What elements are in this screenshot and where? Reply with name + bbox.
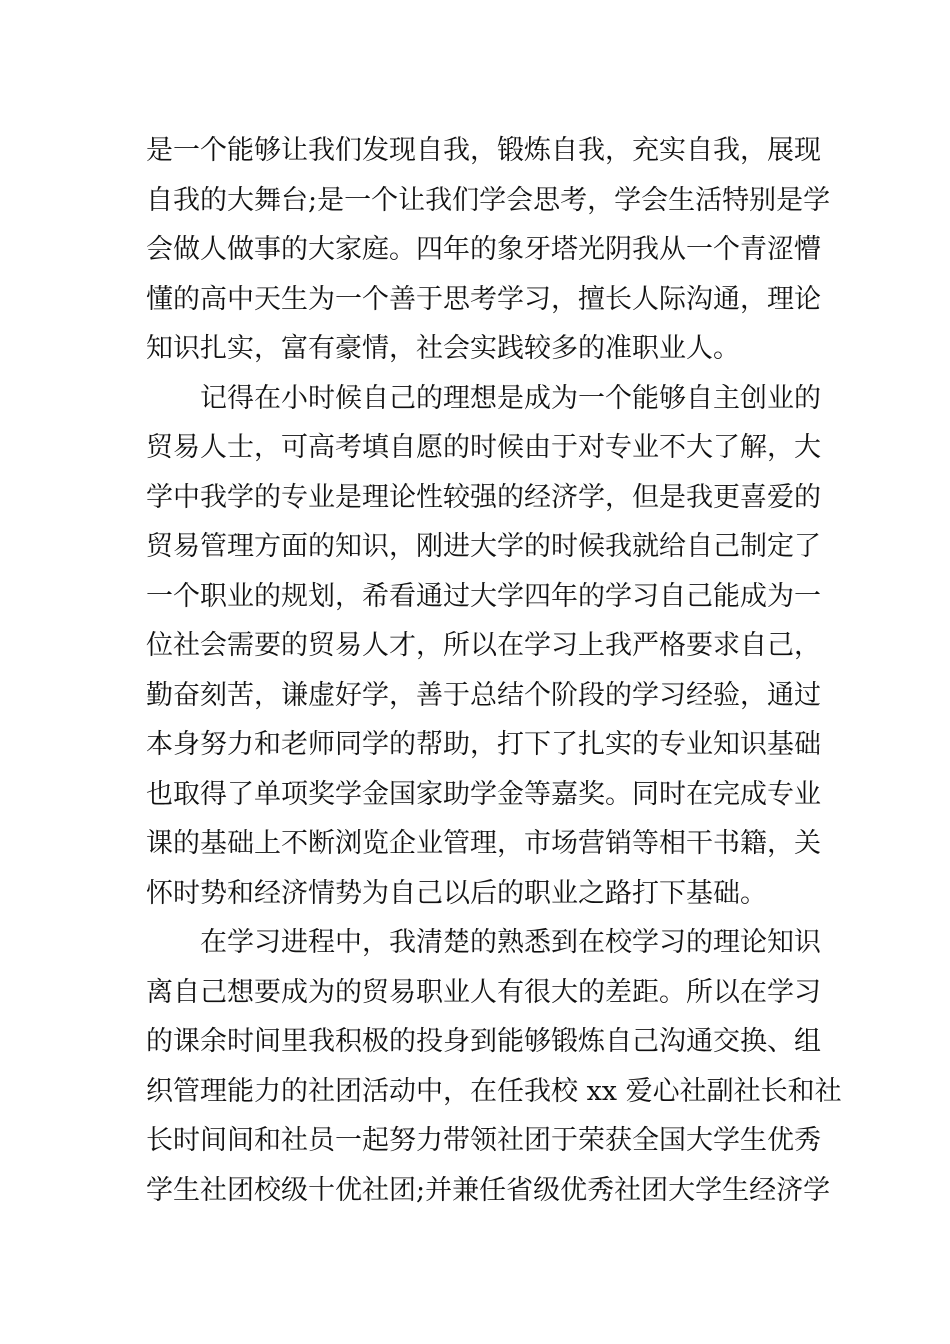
- text-line: 学中我学的专业是理论性较强的经济学，但是我更喜爱的: [146, 481, 821, 513]
- text-line: 学生社团校级十优社团;并兼任省级优秀社团大学生经济学: [146, 1174, 831, 1206]
- text-line: 位社会需要的贸易人才，所以在学习上我严格要求自己，: [146, 630, 821, 661]
- text-line: 离自己想要成为的贸易职业人有很大的差距。所以在学习: [146, 976, 821, 1008]
- text-line: 一个职业的规划，希看通过大学四年的学习自己能成为一: [146, 580, 821, 612]
- text-line: 知识扎实，富有豪情，社会实践较多的准职业人。: [146, 333, 740, 364]
- text-line: 记得在小时候自己的理想是成为一个能够自主创业的: [200, 382, 821, 414]
- text-line: 织管理能力的社团活动中，在任我校 xx 爱心社副社长和社: [146, 1075, 842, 1107]
- text-line: 课的基础上不断浏览企业管理，市场营销等相干书籍，关: [146, 828, 821, 859]
- text-line: 会做人做事的大家庭。四年的象牙塔光阴我从一个青涩懵: [146, 234, 821, 265]
- text-line: 懂的高中天生为一个善于思考学习，擅长人际沟通，理论: [146, 283, 821, 315]
- text-line: 在学习进程中，我清楚的熟悉到在校学习的理论知识: [200, 927, 821, 958]
- text-line: 怀时势和经济情势为自己以后的职业之路打下基础。: [146, 877, 767, 909]
- text-line: 贸易人士，可高考填自愿的时候由于对专业不大了解，大: [146, 432, 821, 463]
- text-line: 本身努力和老师同学的帮助，打下了扎实的专业知识基础: [146, 729, 821, 760]
- text-line: 也取得了单项奖学金国家助学金等嘉奖。同时在完成专业: [146, 778, 821, 810]
- text-line: 自我的大舞台;是一个让我们学会思考，学会生活特别是学: [146, 184, 831, 216]
- text-line: 长时间间和社员一起努力带领社团于荣获全国大学生优秀: [146, 1125, 821, 1156]
- text-line: 勤奋刻苦，谦虚好学，善于总结个阶段的学习经验，通过: [146, 679, 821, 711]
- document-body: [146, 126, 842, 1215]
- text-line: 是一个能够让我们发现自我，锻炼自我，充实自我，展现: [146, 135, 821, 166]
- text-line: 贸易管理方面的知识，刚进大学的时候我就给自己制定了: [146, 531, 821, 562]
- text-line: 的课余时间里我积极的投身到能够锻炼自己沟通交换、组: [146, 1026, 821, 1057]
